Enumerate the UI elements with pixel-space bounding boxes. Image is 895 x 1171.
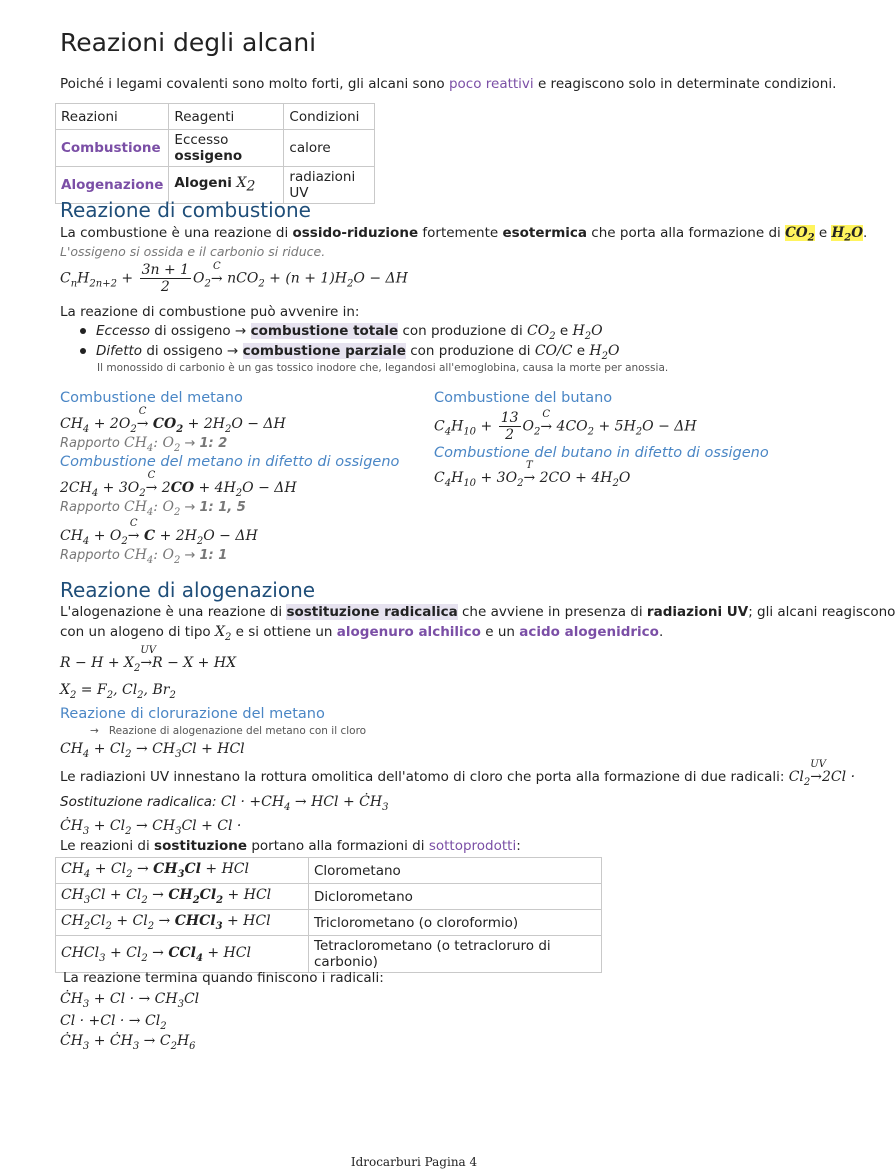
termination-equation-2: Cl · +Cl · → $Cl_2$ bbox=[60, 1013, 167, 1032]
table-row: CHCl$_3$ + $Cl_2 \to CCl_4$ + HCl Tetraclorometano (o tetracloruro di carbonio) bbox=[56, 936, 602, 973]
chlorination-heading: Reazione di clorurazione del metano bbox=[60, 706, 325, 722]
radical-substitution: Sostituzione radicalica: $Cl \cdot +CH_4$ → HCl + $ĊH_3$ bbox=[60, 794, 389, 813]
termination-equation-1: $ĊH_3 + Cl$ · → $CH_3Cl$ bbox=[60, 991, 200, 1010]
oxidation-note: L'ossigeno si ossida e il carbonio si riduce. bbox=[60, 244, 326, 259]
halogens-list: $X_2 = F_2$, $Cl_2$, $Br_2$ bbox=[60, 682, 176, 701]
table-row: $CH_3Cl + Cl_2 \to CH_2Cl_2$ + HCl Diclorometano bbox=[56, 884, 602, 910]
uv-paragraph: Le radiazioni UV innestano la rottura omolitica dell'atomo di cloro che porta alla formazione di due radicali: $Cl_2$ UV →2Cl · bbox=[60, 759, 856, 788]
reactions-table bbox=[55, 103, 375, 204]
page-title: Reazioni degli alcani bbox=[60, 28, 317, 57]
methane-equation: $CH_4 + 2O_2$ C → $CO_2 + 2H_2O - \Delta H$ bbox=[60, 406, 286, 435]
methane-defect-equation-1: $2CH_4 + 3O_2$ C → $2CO + 4H_2O - \Delta H$ bbox=[60, 470, 297, 499]
byproducts-table bbox=[55, 857, 602, 973]
table-row: Alogenazione Alogeni $X_2$ radiazioni UV bbox=[56, 167, 375, 204]
halogenation-heading: Reazione di alogenazione bbox=[60, 578, 316, 602]
termination-text: La reazione termina quando finiscono i radicali: bbox=[63, 970, 384, 986]
byproducts-paragraph: Le reazioni di sostituzione portano alla formazioni di sottoprodotti: bbox=[60, 838, 521, 854]
ratio-text: Rapporto $CH_4$: $O_2 \to 1$: 1, 5 bbox=[60, 499, 246, 518]
table-header: Reazioni bbox=[56, 104, 169, 130]
methane-defect-heading: Combustione del metano in difetto di ossigeno bbox=[60, 454, 400, 470]
general-combustion-equation: $C_nH_{2n+2}$ + $\frac{3n + 1}{2}$ $O_2$ C → $nCO_2 + (n + 1)H_2O - \Delta H$ bbox=[60, 260, 408, 295]
halogenation-paragraph-2: con un alogeno di tipo $X_2$ e si ottiene un alogenuro alchilico e un acido alogenidrico. bbox=[60, 624, 664, 643]
ratio-text: Rapporto $CH_4$: $O_2 \to 1$: 1 bbox=[60, 547, 228, 566]
methane-defect-equation-2: $CH_4 + O_2$ C → $C + 2H_2O - \Delta H$ bbox=[60, 518, 258, 547]
methane-heading: Combustione del metano bbox=[60, 390, 243, 406]
halogenation-paragraph-1: L'alogenazione è una reazione di sostituzione radicalica che avviene in presenza di radiazioni UV; gli alcani reagiscono bbox=[60, 604, 895, 620]
butane-defect-equation: $C_4H_{10} + 3O_2$ T → $2CO + 4H_2O$ bbox=[434, 460, 631, 489]
chlorination-note: → Reazione di alogenazione del metano con il cloro bbox=[90, 725, 367, 737]
table-row: $CH_2Cl_2 + Cl_2$ → CHCl$_3$ + HCl Triclorometano (o cloroformio) bbox=[56, 910, 602, 936]
intro-paragraph: Poiché i legami covalenti sono molto forti, gli alcani sono poco reattivi e reagiscono solo in determinate condizioni. bbox=[60, 76, 837, 92]
butane-equation: $C_4H_{10}$ + $\frac{13}{2}$ $O_2$ C → $4CO_2 + 5H_2O - \Delta H$ bbox=[434, 408, 697, 443]
butane-defect-heading: Combustione del butano in difetto di ossigeno bbox=[434, 445, 769, 461]
butane-heading: Combustione del butano bbox=[434, 390, 613, 406]
general-halogenation-equation: $R - H + X_2$ UV →R − X + HX bbox=[60, 645, 237, 674]
combustion-heading: Reazione di combustione bbox=[60, 198, 311, 222]
combustion-paragraph: La combustione è una reazione di ossido-riduzione fortemente esotermica che porta alla formazione di $CO_2$ e $H_2O$. bbox=[60, 225, 868, 244]
chlorination-equation: $CH_4 + Cl_2 \to CH_3Cl$ + HCl bbox=[60, 741, 245, 760]
propagation-equation: $ĊH_3 + Cl_2 \to CH_3Cl + Cl$ · bbox=[60, 818, 242, 837]
list-item: Eccesso di ossigeno → combustione totale con produzione di $CO_2$ e $H_2O$ bbox=[80, 323, 603, 342]
table-header: Condizioni bbox=[284, 104, 375, 130]
list-item: Difetto di ossigeno → combustione parziale con produzione di CO/C e $H_2O$ bbox=[80, 343, 619, 362]
table-row: $CH_4 + Cl_2 \to CH_3Cl$ + HCl Clorometano bbox=[56, 858, 602, 884]
monoxide-note: Il monossido di carbonio è un gas tossico inodore che, legandosi all'emoglobina, causa la morte per anossia. bbox=[97, 362, 669, 374]
termination-equation-3: $ĊH_3$ + $ĊH_3 \to C_2H_6$ bbox=[60, 1033, 196, 1052]
page-footer: Idrocarburi Pagina 4 bbox=[350, 1155, 478, 1169]
ratio-text: Rapporto $CH_4$: $O_2 \to 1$: 2 bbox=[60, 435, 228, 454]
can-occur-text: La reazione di combustione può avvenire in: bbox=[60, 304, 360, 320]
table-row: Combustione Eccesso ossigeno calore bbox=[56, 130, 375, 167]
table-header: Reagenti bbox=[169, 104, 284, 130]
